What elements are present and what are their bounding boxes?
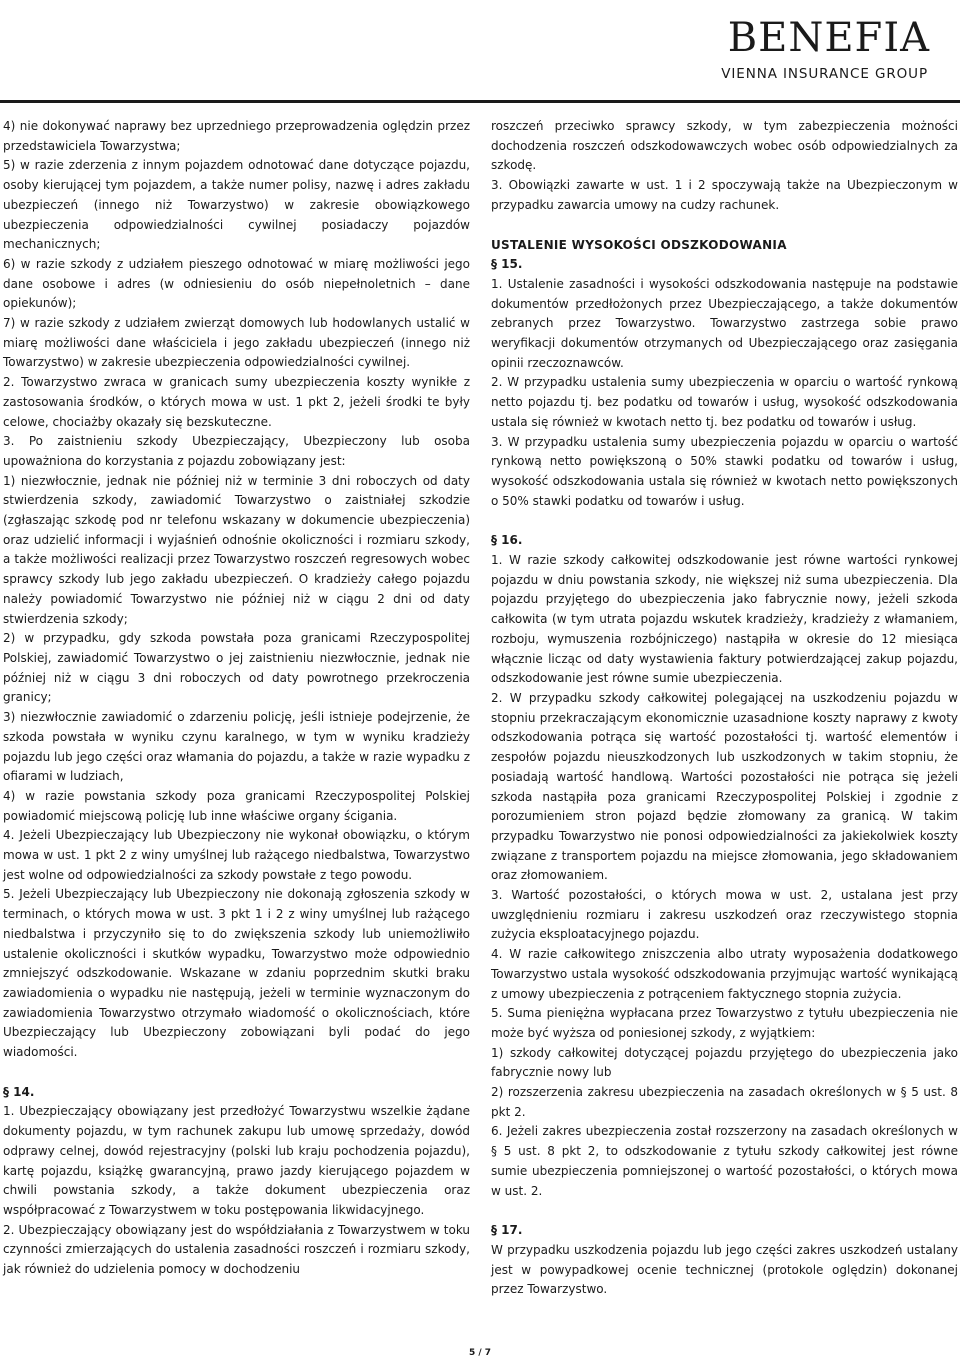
chapter-heading: USTALENIE WYSOKOŚCI ODSZKODOWANIA	[491, 237, 787, 252]
logo-tagline: VIENNA INSURANCE GROUP	[721, 66, 928, 82]
paragraph: 5. Jeżeli Ubezpieczający lub Ubezpieczony nie dokonają zgłoszenia szkody w terminach, o których mowa w ust. 3 pkt 1 i 2 z winy umyślnej lub rażącego niedbalstwa i przyczyniło się to do zwiększenia szkody lub uniemożliwiło ustalenie okoliczności i skutków wypadku, Towarzystwo może odpowiednio zmniejszyć odszkodowanie. Wskazane w zdaniu poprzednim skutki braku zawiadomienia o wypadku nie następują, jeżeli w terminie wyznaczonym do zawiadomienia Towarzystwo otrzymało wiadomość o okolicznościach, które Ubezpieczający lub Ubezpieczony zobowiązani byli podać do jego wiadomości.	[3, 887, 470, 1060]
paragraph: 4) nie dokonywać naprawy bez uprzedniego przeprowadzenia oględzin przez przedstawiciela Towarzystwa;	[3, 119, 470, 153]
section-heading-16: § 16.	[491, 533, 523, 548]
benefia-logo	[720, 10, 952, 88]
paragraph: 4. Jeżeli Ubezpieczający lub Ubezpieczony nie wykonał obowiązku, o którym mowa w ust. 1 pkt 2 z winy umyślnej lub rażącego niedbalstwa, Towarzystwo jest wolne od odpowiedzialności za szkody powstałe z tego powodu.	[3, 828, 470, 882]
paragraph: 4) w razie powstania szkody poza granicami Rzeczypospolitej Polskiej powiadomić miejscową policję lub inne właściwe organy ścigania.	[3, 788, 470, 823]
header-rule	[0, 100, 960, 103]
page-number: 5 / 7	[468, 1348, 492, 1358]
section-heading-15: § 15.	[491, 257, 523, 272]
paragraph: 6. Jeżeli zakres ubezpieczenia został rozszerzony na zasadach określonych w § 5 ust. 8 pkt 2, to odszkodowanie z tytułu szkody całkowitej jest równe sumie ubezpieczenia pomniejszonej o wartość pozostałości, o których mowa w ust. 2.	[491, 1124, 958, 1198]
section-heading-14: § 14.	[3, 1084, 35, 1099]
section-heading-17: § 17.	[491, 1223, 523, 1238]
paragraph: roszczeń przeciwko sprawcy szkody, w tym zabezpieczenia możności dochodzenia roszczeń odszkodowawczych wobec osób odpowiedzialnych za szkodę.	[491, 119, 958, 173]
paragraph: 2) rozszerzenia zakresu ubezpieczenia na zasadach określonych w § 5 ust. 8 pkt 2.	[491, 1085, 958, 1119]
paragraph: 2. W przypadku szkody całkowitej polegającej na uszkodzeniu pojazdu w stopniu przekraczającym ekonomicznie uzasadnione koszty naprawy z kwoty odszkodowania potrąca się wartość pozostałości tj. wartość elementów i zespołów pojazdu nieuszkodzonych lub uszkodzonych w takim stopniu, że posiadają wartość handlową. Wartości pozostałości nie potrąca się jeżeli szkoda nastąpiła poza granicami Rzeczypospolitej Polskiej i zgodnie z porozumieniem stron pojazd będzie złomowany za granicą. W takim przypadku Towarzystwo nie ponosi odpowiedzialności za jakiekolwiek koszty związane z transportem pojazdu na miejsce złomowania, jego składowaniem oraz złomowaniem.	[491, 690, 958, 883]
paragraph: 3. Wartość pozostałości, o których mowa w ust. 2, ustalana jest przy uwzględnieniu rozmiaru i zakresu uszkodzeń oraz rzeczywistego stopnia zużycia eksploatacyjnego pojazdu.	[491, 888, 958, 942]
paragraph: 3. Obowiązki zawarte w ust. 1 i 2 spoczywają także na Ubezpieczonym w przypadku zawarcia umowy na cudzy rachunek.	[491, 178, 958, 212]
paragraph: 1) niezwłocznie, jednak nie później niż w terminie 3 dni roboczych od daty stwierdzenia szkody, zawiadomić Towarzystwo o zaistniałej szkodzie (zgłaszając szkodę pod nr telefonu wskazany w dokumencie ubezpieczenia) oraz udzielić informacji i wyjaśnień odnośnie okoliczności i rozmiaru szkody, a także możliwości realizacji przez Towarzystwo roszczeń regresowych wobec sprawcy szkody lub jego zakładu ubezpieczeń. O kradzieży całego pojazdu należy powiadomić Towarzystwo nie później niż w ciągu 2 dni od daty stwierdzenia szkody;	[3, 473, 470, 626]
right-column	[491, 117, 958, 1300]
paragraph: 1) szkody całkowitej dotyczącej pojazdu przyjętego do ubezpieczenia jako fabrycznie nowy lub	[491, 1045, 958, 1080]
paragraph: 2) w przypadku, gdy szkoda powstała poza granicami Rzeczypospolitej Polskiej, zawiadomić Towarzystwo o jej zaistnieniu niezwłocznie, jednak nie później niż w ciągu 3 dni roboczych od daty powrotnego przekroczenia granicy;	[3, 631, 470, 705]
paragraph: 5. Suma pieniężna wypłacana przez Towarzystwo z tytułu ubezpieczenia nie może być wyższa od poniesionej szkody, z wyjątkiem:	[491, 1006, 958, 1040]
paragraph: 3. W przypadku ustalenia sumy ubezpieczenia pojazdu w oparciu o wartość rynkową netto powiększoną o 50% stawki podatku od towarów i usług, wysokość odszkodowania ustala się również w kwotach netto powiększonych o 50% stawki podatku od towarów i usług.	[491, 434, 958, 508]
left-column	[3, 117, 470, 1280]
paragraph: 2. Towarzystwo zwraca w granicach sumy ubezpieczenia koszty wynikłe z zastosowania środków, o których mowa w ust. 1 pkt 2, jeżeli środki te były celowe, chociażby okazały się bezskuteczne.	[3, 375, 470, 429]
paragraph: 3. Po zaistnieniu szkody Ubezpieczający, Ubezpieczony lub osoba upoważniona do korzystania z pojazdu zobowiązany jest:	[3, 434, 470, 468]
paragraph: 1. W razie szkody całkowitej odszkodowanie jest równe wartości rynkowej pojazdu w dniu powstania szkody, nie większej niż suma ubezpieczenia. Dla pojazdu przyjętego do ubezpieczenia jako fabrycznie nowy, jeżeli szkoda całkowita (w tym utrata pojazdu wskutek kradzieży, kradzieży z włamaniem, rozboju, wymuszenia rozbójniczego) nastąpiła w okresie do 12 miesiąca włącznie licząc od daty wystawienia faktury potwierdzającej zakup pojazdu, odszkodowanie jest równe sumie ubezpieczenia.	[491, 553, 958, 686]
paragraph: 2. W przypadku ustalenia sumy ubezpieczenia w oparciu o wartość rynkową netto pojazdu tj. bez podatku od towarów i usług, wysokość odszkodowania ustala się również w kwotach netto tj. bez podatku od towarów i usług.	[491, 375, 958, 429]
paragraph: 2. Ubezpieczający obowiązany jest do współdziałania z Towarzystwem w toku czynności zmierzających do ustalenia zasadności roszczeń i rozmiaru szkody, jak również do udzielenia pomocy w dochodzeniu	[3, 1222, 470, 1277]
paragraph: 6) w razie szkody z udziałem pieszego odnotować w miarę możliwości jego dane osobowe i adres (w odniesieniu do osób niepełnoletnich – dane opiekunów);	[3, 256, 470, 311]
paragraph: W przypadku uszkodzenia pojazdu lub jego części zakres uszkodzeń ustalany jest w powypadkowej ocenie technicznej (protokole oględzin) dokonanej przez Towarzystwo.	[491, 1242, 958, 1297]
paragraph: 3) niezwłocznie zawiadomić o zdarzeniu policję, jeśli istnieje podejrzenie, że szkoda powstała w wyniku czynu karalnego, w tym w wyniku kradzieży pojazdu lub jego części oraz włamania do pojazdu, a także w razie wypadku z ofiarami w ludziach,	[3, 710, 470, 784]
logo-brand: BENEFIA	[727, 15, 930, 61]
paragraph: 4. W razie całkowitego zniszczenia albo utraty wyposażenia dodatkowego Towarzystwo ustala wysokość odszkodowania przyjmując wartość wynikającą z umowy ubezpieczenia z potrąceniem faktycznego stopnia zużycia.	[491, 947, 958, 1001]
paragraph: 5) w razie zderzenia z innym pojazdem odnotować dane dotyczące pojazdu, osoby kierującej tym pojazdem, a także numer polisy, nazwę i adres zakładu ubezpieczeń (innego niż Towarzystwo) w zakresie obowiązkowego ubezpieczenia odpowiedzialności cywilnej posiadaczy pojazdów mechanicznych;	[3, 158, 470, 252]
paragraph: 1. Ubezpieczający obowiązany jest przedłożyć Towarzystwu wszelkie żądane dokumenty pojazdu, w tym rachunek zakupu lub umowę sprzedaży, dowód odprawy celnej, dowód rejestracyjny (polski lub kraju pochodzenia pojazdu), kartę pojazdu, książkę gwarancyjną, prawo jazdy kierującego pojazdem w chwili powstania szkody, a także dokument ubezpieczenia oraz współpracować z Towarzystwem w toku postępowania likwidacyjnego.	[3, 1104, 470, 1217]
paragraph: 7) w razie szkody z udziałem zwierząt domowych lub hodowlanych ustalić w miarę możliwości dane właściciela i jego zakładu ubezpieczeń (innego niż Towarzystwo) w zakresie ubezpieczenia odpowiedzialności cywilnej.	[3, 316, 470, 370]
paragraph: 1. Ustalenie zasadności i wysokości odszkodowania następuje na podstawie dokumentów przedłożonych przez Ubezpieczającego, a także dokumentów zebranych przez Towarzystwo. Towarzystwo zastrzega sobie prawo weryfikacji dokumentów otrzymanych od Ubezpieczającego oraz zasięgania opinii rzeczoznawców.	[491, 276, 958, 370]
